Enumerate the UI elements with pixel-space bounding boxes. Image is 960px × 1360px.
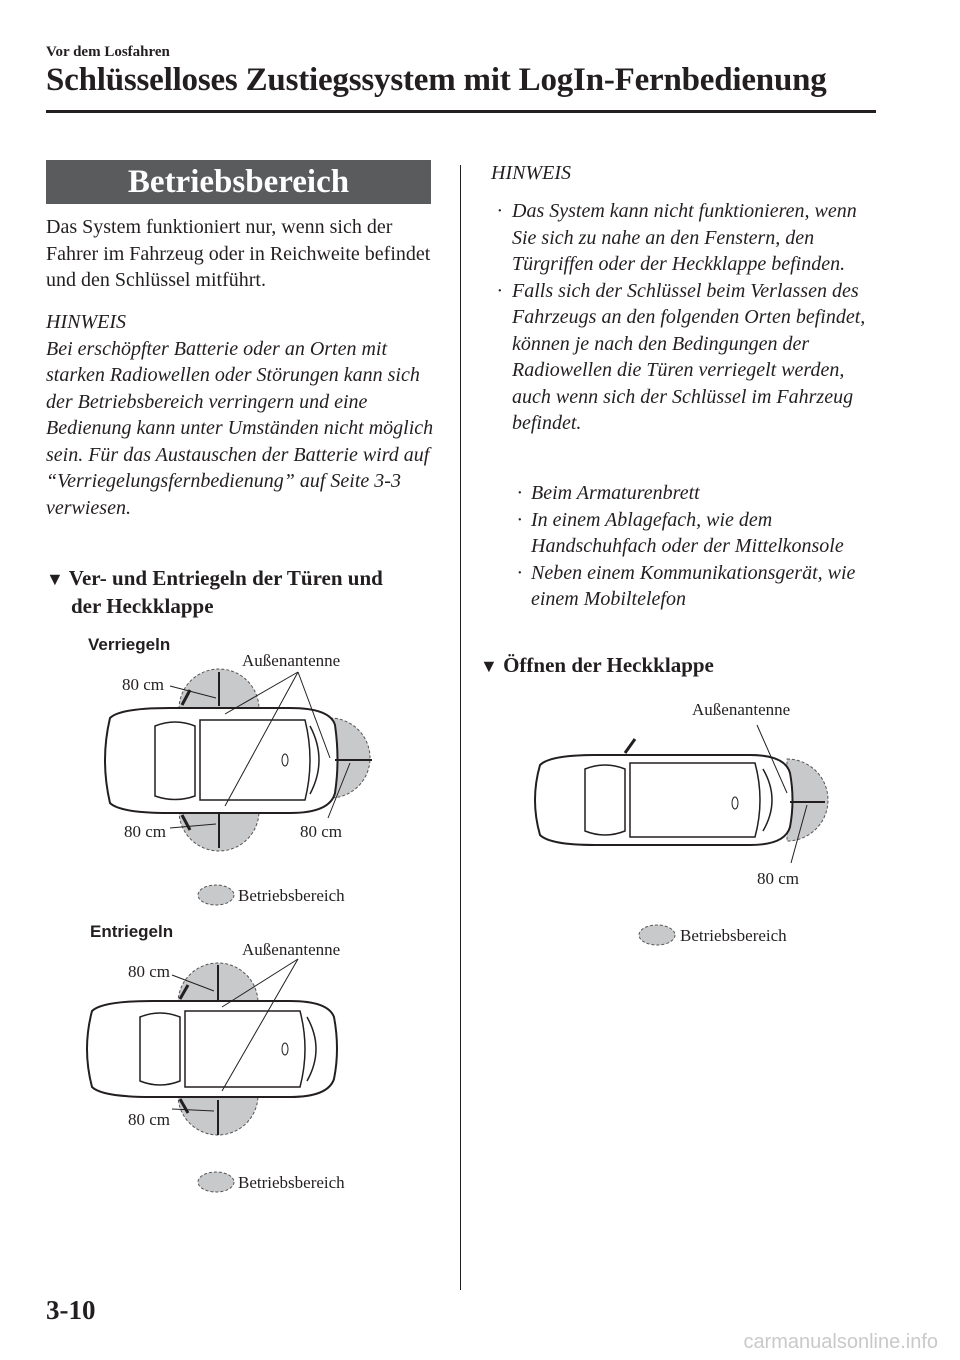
unlock-diagram-label: Entriegeln xyxy=(90,922,174,941)
legend-swatch xyxy=(639,925,675,945)
subsection-title-line2: der Heckklappe xyxy=(71,594,214,618)
triangle-marker-icon: ▼ xyxy=(46,569,64,589)
antenna-label: Außenantenne xyxy=(692,700,791,719)
column-divider xyxy=(460,165,461,1290)
note-left-heading: HINWEIS xyxy=(46,311,126,333)
page-number: 3-10 xyxy=(46,1295,96,1325)
subsection-tailgate-title: Öffnen der Heckklappe xyxy=(503,653,714,677)
legend-label: Betriebsbereich xyxy=(238,1173,345,1192)
dist-rear-label: 80 cm xyxy=(757,869,800,888)
lock-diagram xyxy=(60,628,460,918)
page-title: Schlüsselloses Zustiegssystem mit LogIn-Fernbedienung xyxy=(46,62,827,98)
note-sub-bullet: · In einem Ablagefach, wie dem Handschuhfach oder der Mittelkonsole xyxy=(511,507,881,560)
legend-label: Betriebsbereich xyxy=(680,926,787,945)
antenna-label: Außenantenne xyxy=(242,651,341,670)
legend-swatch xyxy=(198,1172,234,1192)
dist-rear-label: 80 cm xyxy=(300,822,343,841)
car-top-view-icon xyxy=(105,690,338,830)
header-rule xyxy=(46,110,876,113)
legend-label: Betriebsbereich xyxy=(238,886,345,905)
note-right-heading: HINWEIS xyxy=(491,162,571,184)
car-top-view-icon xyxy=(535,739,793,845)
note-left-text: Bei erschöpfter Batterie oder an Orten mit starken Radiowellen oder Störungen kann sich der Betriebsbereich verringern und eine Bedienung kann unter Umständen nicht möglich sein. Für das Austauschen der Batterie wird auf “Verriegelungsfernbedienung” auf Seite 3-3 verwiesen. xyxy=(46,337,434,519)
lock-diagram-label: Verriegeln xyxy=(88,635,171,654)
subsection-lock-unlock xyxy=(46,565,446,620)
note-bullet: · Das System kann nicht funktionieren, wenn Sie sich zu nahe an den Fenstern, den Türgriffen oder der Heckklappe befinden. xyxy=(491,198,886,278)
subsection-title-line1: Ver- und Entriegeln der Türen und xyxy=(68,566,383,590)
tailgate-diagram xyxy=(525,695,865,955)
intro-paragraph: Das System funktioniert nur, wenn sich der Fahrer im Fahrzeug oder in Reichweite befindet und den Schlüssel mitführt. xyxy=(46,216,431,291)
dist-bottom-label: 80 cm xyxy=(124,822,167,841)
section-label: Vor dem Losfahren xyxy=(46,44,170,60)
note-right-list xyxy=(491,198,886,437)
subsection-tailgate xyxy=(480,652,880,680)
note-sub-bullet: · Neben einem Kommunikationsgerät, wie einem Mobiltelefon xyxy=(511,560,881,613)
car-top-view-icon xyxy=(87,985,337,1113)
legend-swatch xyxy=(198,885,234,905)
note-sub-bullet: · Beim Armaturenbrett xyxy=(511,480,881,507)
note-bullet: · Falls sich der Schlüssel beim Verlassen des Fahrzeugs an den folgenden Orten befindet, können je nach den Bedingungen der Radiowellen die Türen verriegelt werden, auch wenn sich der Schlüssel im Fahrzeug befindet. xyxy=(491,278,886,437)
dist-bottom-label: 80 cm xyxy=(128,1110,171,1129)
note-right-sublist xyxy=(511,480,881,613)
dist-top-label: 80 cm xyxy=(122,675,165,694)
antenna-label: Außenantenne xyxy=(242,940,341,959)
note-left xyxy=(46,309,441,521)
watermark: carmanualsonline.info xyxy=(743,1331,938,1353)
dist-top-label: 80 cm xyxy=(128,962,171,981)
section-title: Betriebsbereich xyxy=(46,160,431,204)
unlock-diagram xyxy=(60,915,460,1200)
triangle-marker-icon: ▼ xyxy=(480,656,498,676)
